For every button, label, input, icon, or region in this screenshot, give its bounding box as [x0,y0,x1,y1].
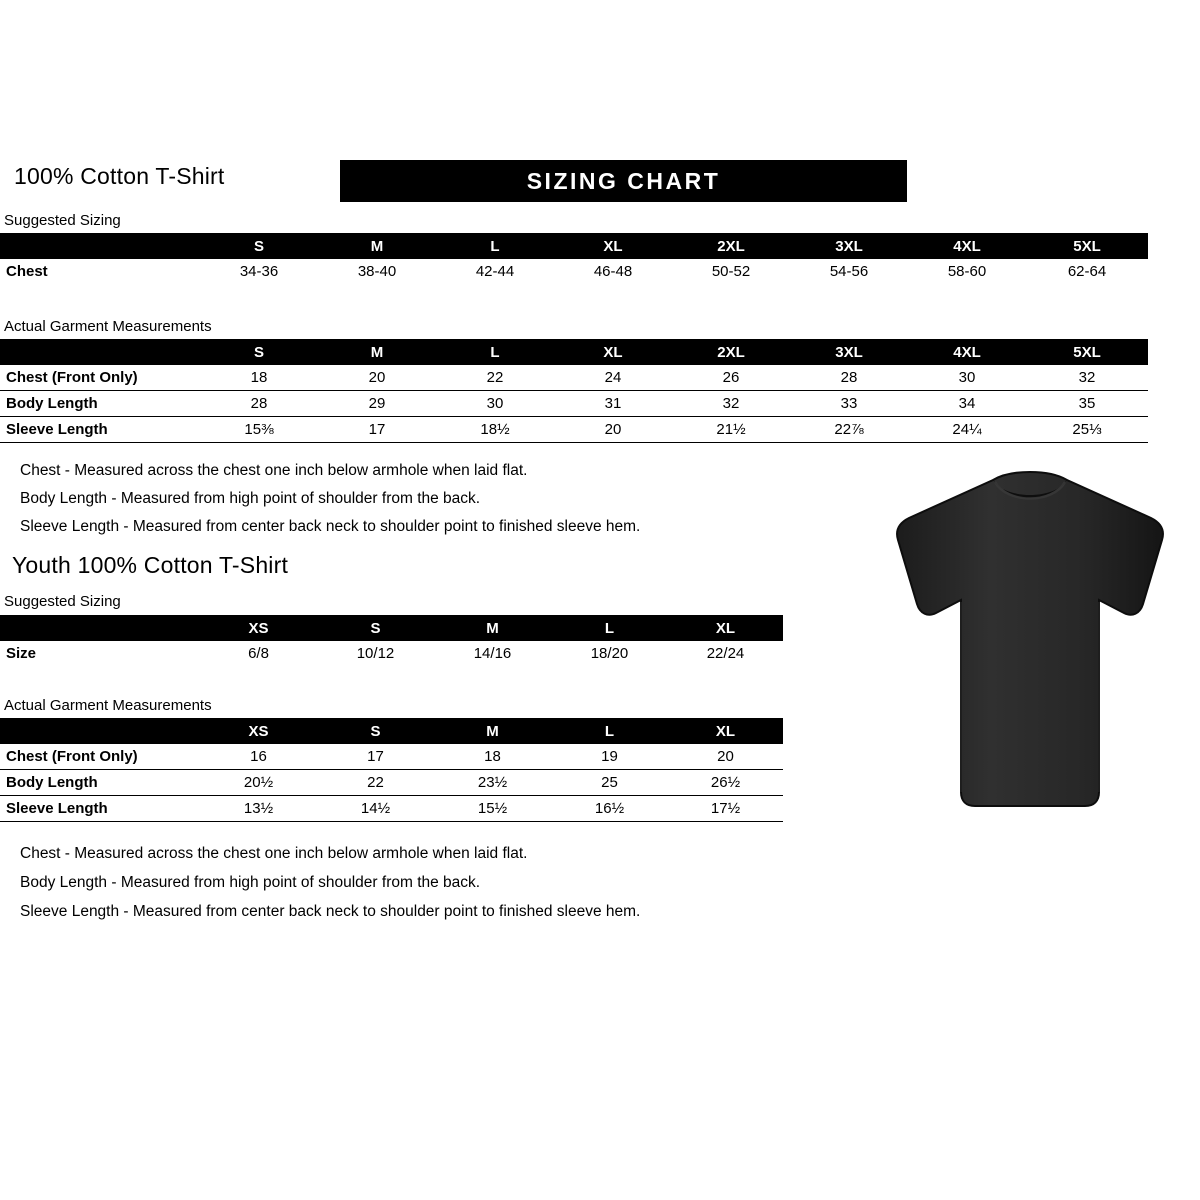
table-row [0,365,1148,391]
cell: 22 [317,770,434,796]
cell: 15½ [434,796,551,822]
table-row [0,641,783,666]
table-header-row [0,718,783,744]
col-header: S [200,233,318,259]
cell: 19 [551,744,668,770]
cell: 30 [908,365,1026,391]
cell: 18½ [436,417,554,443]
cell: 58-60 [947,263,987,280]
cell: 22⅞ [790,417,908,443]
cell: 20 [668,744,783,770]
cell: 30 [436,391,554,417]
cell: 28 [790,365,908,391]
youth-note-chest: Chest - Measured across the chest one inch below armhole when laid flat. [20,845,528,862]
cell: 46-48 [593,263,633,280]
col-header: S [200,339,318,365]
cell: 32 [672,391,790,417]
cell: 6/8 [248,645,269,662]
cell: 54-56 [829,263,869,280]
cell: 42-44 [475,263,515,280]
col-header: 5XL [1026,339,1148,365]
cell: 25⅓ [1026,417,1148,443]
col-header: L [436,339,554,365]
adult-note-body-length: Body Length - Measured from high point of shoulder from the back. [20,490,481,507]
youth-suggested-caption: Suggested Sizing [4,593,121,610]
col-header: M [318,339,436,365]
col-header: M [434,718,551,744]
table-row [0,796,783,822]
adult-note-sleeve-length: Sleeve Length - Measured from center back neck to shoulder point to finished sleeve hem. [20,518,641,535]
cell: 25 [551,770,668,796]
col-header [0,339,200,365]
cell: 32 [1026,365,1148,391]
cell: 16 [200,744,317,770]
cell: 34 [908,391,1026,417]
row-label: Chest (Front Only) [0,365,200,391]
col-header: 2XL [672,233,790,259]
col-header: 4XL [908,339,1026,365]
tshirt-illustration [885,470,1175,810]
cell: 24 [554,365,672,391]
adult-product-title: 100% Cotton T-Shirt [14,163,225,189]
adult-garment-measurements-table [0,339,1148,443]
sizing-chart-banner-label: SIZING CHART [526,168,721,194]
youth-note-body-length: Body Length - Measured from high point of shoulder from the back. [20,874,481,891]
table-header-row [0,615,783,641]
cell: 31 [554,391,672,417]
cell: 20 [554,417,672,443]
cell: 18 [200,365,318,391]
cell: 22 [436,365,554,391]
cell: 23½ [434,770,551,796]
youth-suggested-sizing-table [0,615,783,666]
cell: 18 [434,744,551,770]
table-header-row [0,339,1148,365]
col-header [0,615,200,641]
row-label: Body Length [0,770,200,796]
cell: 26½ [668,770,783,796]
cell: 35 [1026,391,1148,417]
row-label: Sleeve Length [0,417,200,443]
col-header: L [551,615,668,641]
col-header: M [318,233,436,259]
cell: 29 [318,391,436,417]
col-header: XL [554,339,672,365]
adult-suggested-caption: Suggested Sizing [4,212,121,229]
youth-note-sleeve-length: Sleeve Length - Measured from center back neck to shoulder point to finished sleeve hem. [20,903,641,920]
row-label: Body Length [0,391,200,417]
col-header: 3XL [790,233,908,259]
cell: 26 [672,365,790,391]
cell: 17 [317,744,434,770]
youth-garment-measurements-table [0,718,783,822]
row-label: Chest (Front Only) [0,744,200,770]
col-header: 3XL [790,339,908,365]
col-header: XL [554,233,672,259]
row-label: Chest [6,263,48,280]
cell: 13½ [200,796,317,822]
tshirt-icon [885,470,1175,810]
cell: 10/12 [356,645,395,662]
col-header: XS [200,718,317,744]
adult-garment-caption: Actual Garment Measurements [4,318,212,335]
youth-garment-caption: Actual Garment Measurements [4,697,212,714]
cell: 50-52 [711,263,751,280]
col-header: S [317,615,434,641]
col-header: L [436,233,554,259]
row-label: Size [6,645,37,662]
table-row [0,744,783,770]
cell: 15⅜ [200,417,318,443]
col-header: XS [200,615,317,641]
cell: 33 [790,391,908,417]
cell: 20½ [200,770,317,796]
cell: 14/16 [473,645,512,662]
col-header: S [317,718,434,744]
col-header: 5XL [1026,233,1148,259]
col-header: XL [668,615,783,641]
youth-product-title: Youth 100% Cotton T-Shirt [12,552,289,578]
col-header: M [434,615,551,641]
col-header: 2XL [672,339,790,365]
cell: 16½ [551,796,668,822]
cell: 21½ [672,417,790,443]
cell: 22/24 [706,645,745,662]
table-row [0,259,1148,284]
table-row [0,391,1148,417]
sizing-chart-banner [340,160,907,202]
row-label: Sleeve Length [0,796,200,822]
cell: 14½ [317,796,434,822]
cell: 17 [318,417,436,443]
cell: 20 [318,365,436,391]
cell: 62-64 [1067,263,1107,280]
col-header [0,233,200,259]
cell: 24¼ [908,417,1026,443]
col-header: 4XL [908,233,1026,259]
table-row [0,770,783,796]
cell: 38-40 [357,263,397,280]
cell: 17½ [668,796,783,822]
table-header-row [0,233,1148,259]
col-header: XL [668,718,783,744]
cell: 28 [200,391,318,417]
table-row [0,417,1148,443]
cell: 34-36 [239,263,279,280]
col-header [0,718,200,744]
adult-suggested-sizing-table [0,233,1148,284]
adult-note-chest: Chest - Measured across the chest one inch below armhole when laid flat. [20,462,528,479]
cell: 18/20 [590,645,629,662]
col-header: L [551,718,668,744]
